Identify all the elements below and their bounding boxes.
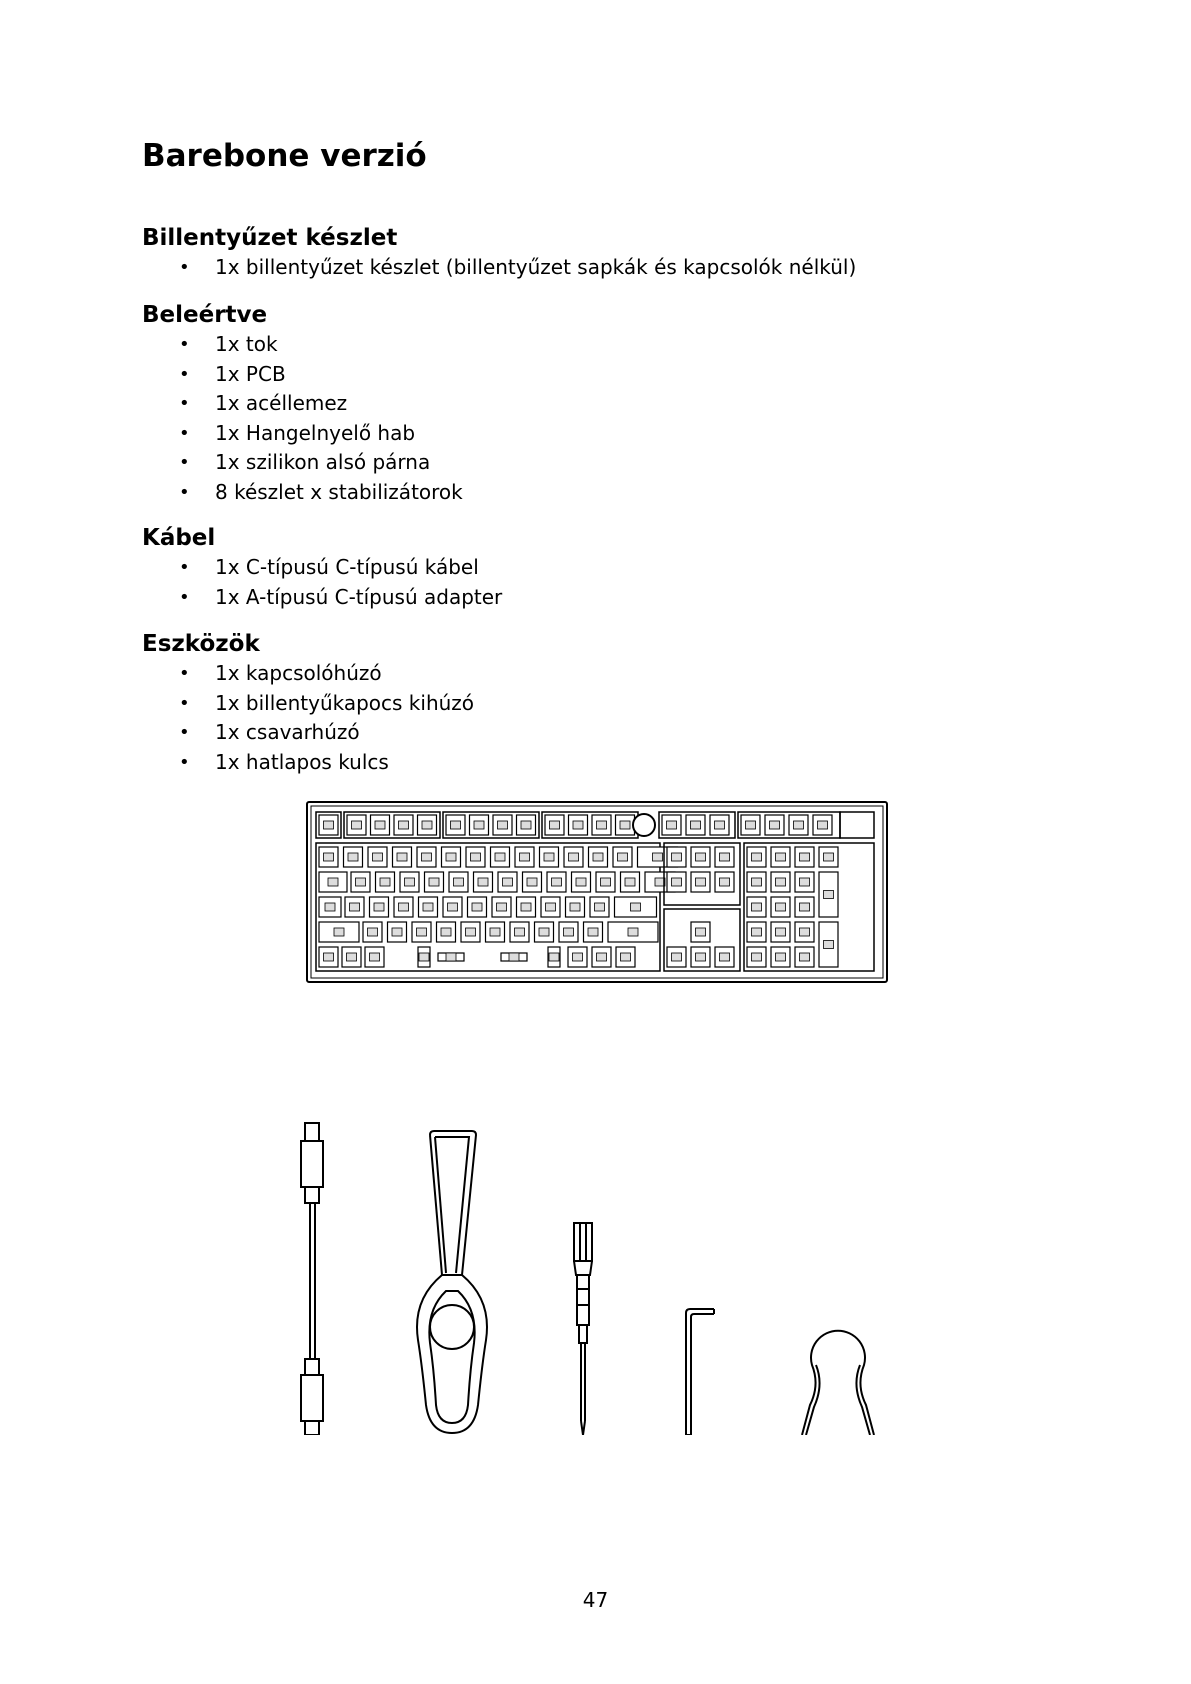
key-switch-socket [696,878,706,886]
key-switch-socket [824,853,834,861]
switch-puller-icon [417,1131,487,1433]
key-switch-socket [417,928,427,936]
key-switch-socket [515,928,525,936]
list-item: • 1x tok [179,332,278,356]
key-switch-socket [720,953,730,961]
key-switch-socket [696,928,706,936]
keycap-puller-icon [802,1331,874,1435]
key-switch-socket [368,928,378,936]
key-switch-socket [588,928,598,936]
key-switch-socket [776,928,786,936]
item-list [142,553,502,612]
key-switch-socket [752,953,762,961]
key-switch-socket [348,853,358,861]
list-item: • 1x PCB [179,361,286,386]
section-heading: Beleértve [142,302,268,328]
key-switch-socket [800,903,810,911]
key-switch-socket [405,878,415,886]
knob [633,814,655,836]
key-switch-socket [324,953,334,961]
section-cable [142,523,502,612]
key-switch-socket [800,928,810,936]
key-switch-socket [472,903,482,911]
key-switch-socket [672,853,682,861]
key-switch-socket [539,928,549,936]
key-switch-socket [570,903,580,911]
key-switch-socket [503,878,513,886]
key-switch-socket [454,878,464,886]
key-switch-socket [818,821,828,829]
key-switch-socket [373,853,383,861]
key-switch-socket [752,903,762,911]
section-tools [142,629,474,777]
section-keyboard-kit [142,223,856,283]
key-switch-socket [552,878,562,886]
key-switch-socket [334,928,344,936]
key-switch-socket [691,821,701,829]
tools-illustration [290,1115,900,1435]
item-list [142,659,474,777]
key-switch-socket [672,878,682,886]
key-switch-socket [776,853,786,861]
section-heading: Eszközök [142,631,260,657]
list-item: • 1x acéllemez [179,391,348,415]
keyboard-illustration [306,801,888,984]
usb-c-cable-icon [301,1123,323,1435]
key-switch-socket [347,953,357,961]
key-switch-socket [350,903,360,911]
key-switch-socket [527,878,537,886]
key-switch-socket [521,903,531,911]
page-number: 47 [582,1588,609,1612]
key-switch-socket [800,953,810,961]
key-switch-socket [419,953,429,961]
list-item: • 1x Hangelnyelő hab [179,420,416,445]
key-switch-socket [620,821,630,829]
key-switch-socket [696,853,706,861]
key-switch-socket [324,853,334,861]
screwdriver-icon [574,1223,592,1435]
key-switch-socket [466,928,476,936]
key-switch-socket [423,903,433,911]
key-switch-socket [770,821,780,829]
key-switch-socket [618,853,628,861]
key-switch-socket [564,928,574,936]
key-switch-socket [621,953,631,961]
key-switch-socket [752,928,762,936]
key-switch-socket [399,903,409,911]
page-title: Barebone verzió [142,138,427,174]
key-switch-socket [495,853,505,861]
key-switch-socket [696,953,706,961]
key-switch-socket [325,903,335,911]
key-switch-socket [429,878,439,886]
key-switch-socket [521,821,531,829]
key-switch-socket [824,891,834,899]
key-switch-socket [776,878,786,886]
section-heading: Billentyűzet készlet [142,225,398,251]
key-switch-socket [715,821,725,829]
key-switch-socket [573,953,583,961]
key-switch-socket [380,878,390,886]
key-switch-socket [446,853,456,861]
key-switch-socket [597,821,607,829]
key-switch-socket [520,853,530,861]
key-switch-socket [478,878,488,886]
key-switch-socket [370,953,380,961]
key-switch-socket [776,953,786,961]
key-switch-socket [720,853,730,861]
key-switch-socket [601,878,611,886]
key-switch-socket [328,878,338,886]
list-item: • 1x csavarhúzó [179,720,360,744]
key-switch-socket [497,903,507,911]
key-switch-socket [544,853,554,861]
key-switch-socket [422,821,432,829]
key-switch-socket [597,953,607,961]
key-switch-socket [569,853,579,861]
key-switch-socket [448,903,458,911]
key-switch-socket [800,878,810,886]
key-switch-socket [375,821,385,829]
key-switch-socket [392,928,402,936]
key-switch-socket [549,953,559,961]
key-switch-socket [399,821,409,829]
key-switch-socket [573,821,583,829]
key-switch-socket [653,853,663,861]
key-switch-socket [356,878,366,886]
key-switch-socket [595,903,605,911]
key-switch-socket [576,878,586,886]
key-switch-socket [451,821,461,829]
list-item: • 1x billentyűkapocs kihúzó [179,690,475,715]
key-switch-socket [593,853,603,861]
list-item: • 1x billentyűzet készlet (billentyűzet sapkák és kapcsolók nélkül) [179,255,857,279]
hex-key-icon [686,1309,714,1435]
key-switch-socket [794,821,804,829]
key-switch-socket [546,903,556,911]
key-switch-socket [446,953,456,961]
key-switch-socket [374,903,384,911]
list-item: • 1x hatlapos kulcs [179,749,389,774]
list-item: • 8 készlet x stabilizátorok [179,479,463,504]
key-switch-socket [471,853,481,861]
key-switch-socket [490,928,500,936]
key-switch-socket [667,821,677,829]
key-switch-socket [800,853,810,861]
key-switch-socket [752,878,762,886]
key-switch-socket [631,903,641,911]
item-list [142,253,856,283]
list-item: • 1x szilikon alsó párna [179,450,431,474]
key-switch-socket [397,853,407,861]
key-switch-socket [498,821,508,829]
key-switch-socket [824,941,834,949]
list-item: • 1x kapcsolóhúzó [179,661,382,685]
key-switch-socket [720,878,730,886]
key-switch-socket [746,821,756,829]
key-switch-socket [550,821,560,829]
list-item: • 1x A-típusú C-típusú adapter [179,584,503,609]
key-switch-socket [352,821,362,829]
key-switch-socket [474,821,484,829]
key-switch-socket [625,878,635,886]
key-switch-socket [422,853,432,861]
key-switch-socket [441,928,451,936]
section-included [142,300,463,507]
key-switch-socket [324,821,334,829]
section-heading: Kábel [142,525,216,551]
item-list [142,330,463,507]
list-item: • 1x C-típusú C-típusú kábel [179,555,479,579]
key-switch-socket [628,928,638,936]
key-switch-socket [672,953,682,961]
key-switch-socket [752,853,762,861]
key-switch-socket [509,953,519,961]
key-switch-socket [776,903,786,911]
